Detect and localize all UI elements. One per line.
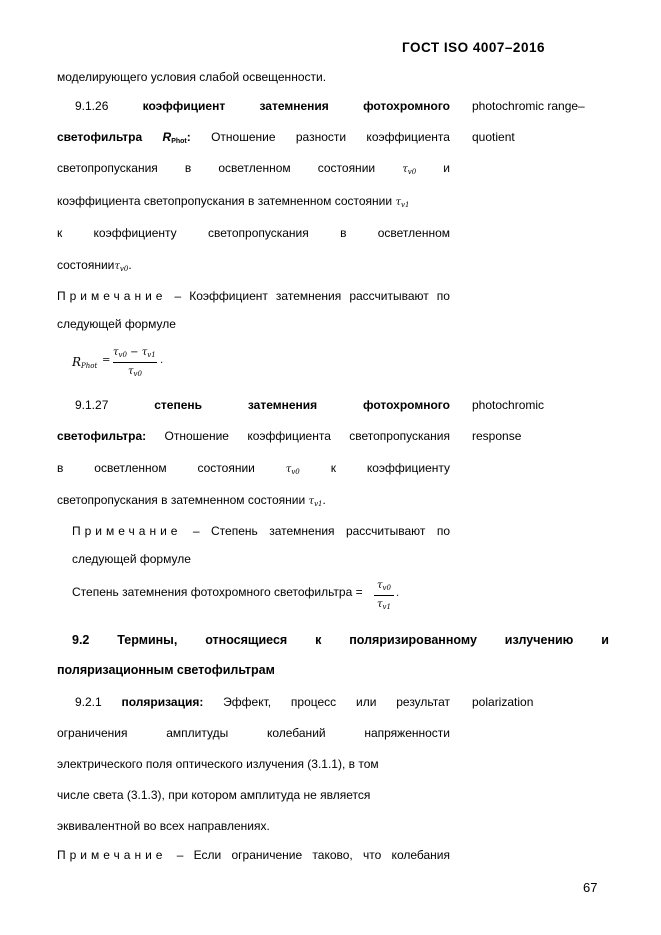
english-term: photochromic [472,398,545,412]
text-line: светопропускания в осветленном состоянии $\tau_{v0}$ и [57,161,450,176]
term-word: фотохромного [363,99,450,113]
term-9-1-27-line1: 9.1.27 степень затемнения фотохромного [75,398,450,412]
section-heading-9-2-line2: поляризационным светофильтрам [57,663,275,677]
term-9-1-27-line2: светофильтра: Отношение коэффициента светопропускания [57,429,451,443]
section-heading-9-2: 9.2 Термины, относящиеся к поляризированному излучению и [72,633,609,647]
text-line: к коэффициенту светопропускания в осветленном [57,226,451,240]
tau-v1-symbol: $\tau_{v1}$ [395,197,410,209]
note-line: следующей формуле [72,552,191,566]
text-line: в осветленном состоянии $\tau_{v0}$ к коэффициенту [57,461,450,476]
page-number: 67 [583,880,598,895]
english-term: response [472,429,522,443]
formula-response: $\tau_{v0}$ $\tau_{v1}$ . [374,578,414,618]
term-number: 9.1.27 [75,398,109,412]
document-header: ГОСТ ISO 4007–2016 [402,40,545,55]
tau-v1-symbol: $\tau_{v1}$ [308,496,323,508]
term-word: коэффициент [142,99,226,113]
text-line: ограничения амплитуды колебаний напряженности [57,726,450,740]
english-term: polarization [472,695,534,709]
english-term: quotient [472,130,515,144]
tau-v0-symbol: $\tau_{v0}$ [285,464,300,476]
formula-label: Степень затемнения фотохромного светофильтра = [72,585,363,599]
term-number: 9.1.26 [75,99,109,113]
note-label: Примечание [57,289,167,303]
term-9-1-26-line1 [75,98,450,114]
text-line: моделирующего условия слабой освещенности. [57,70,327,84]
term-9-2-1-line1: 9.2.1 поляризация: Эффект, процесс или результат [75,695,451,709]
formula-r-phot: $R_{Phot}$ = $\tau_{v0} - \tau_{v1}$ $\tau_{v0}$ . [72,347,164,378]
note-line: Примечание – Если ограничение таково, что колебания [57,848,450,862]
english-term: photochromic range– [472,99,585,113]
text-line: светопропускания в затемненном состоянии $\tau_{v1}$. [57,493,326,508]
note-label: Примечание [72,524,182,538]
text-line: эквивалентной во всех направлениях. [57,819,270,833]
tau-v0-symbol: $\tau_{v0}$ [402,164,417,176]
text-line: состоянииτ$_{v0}$. [57,258,132,273]
text-line: электрического поля оптического излучения (3.1.1), в том [57,757,379,771]
term-word: затемнения [259,99,329,113]
term-word: светофильтра $R_{Phot}$: [57,130,191,145]
definition-text: Отношение разности коэффициента [211,130,450,144]
tau-v0-symbol: $\tau_{v0}$ [114,261,129,273]
term-9-1-26-line2 [57,129,450,145]
note-line: Примечание – Коэффициент затемнения рассчитывают по [57,289,450,303]
note-line: следующей формуле [57,317,176,331]
text-line: коэффициента светопропускания в затемненном состоянии $\tau_{v1}$ [57,194,410,209]
note-label: Примечание [57,848,167,862]
note-line: Примечание – Степень затемнения рассчитывают по [72,524,450,538]
text-line: числе света (3.1.3), при котором амплитуда не является [57,788,371,802]
